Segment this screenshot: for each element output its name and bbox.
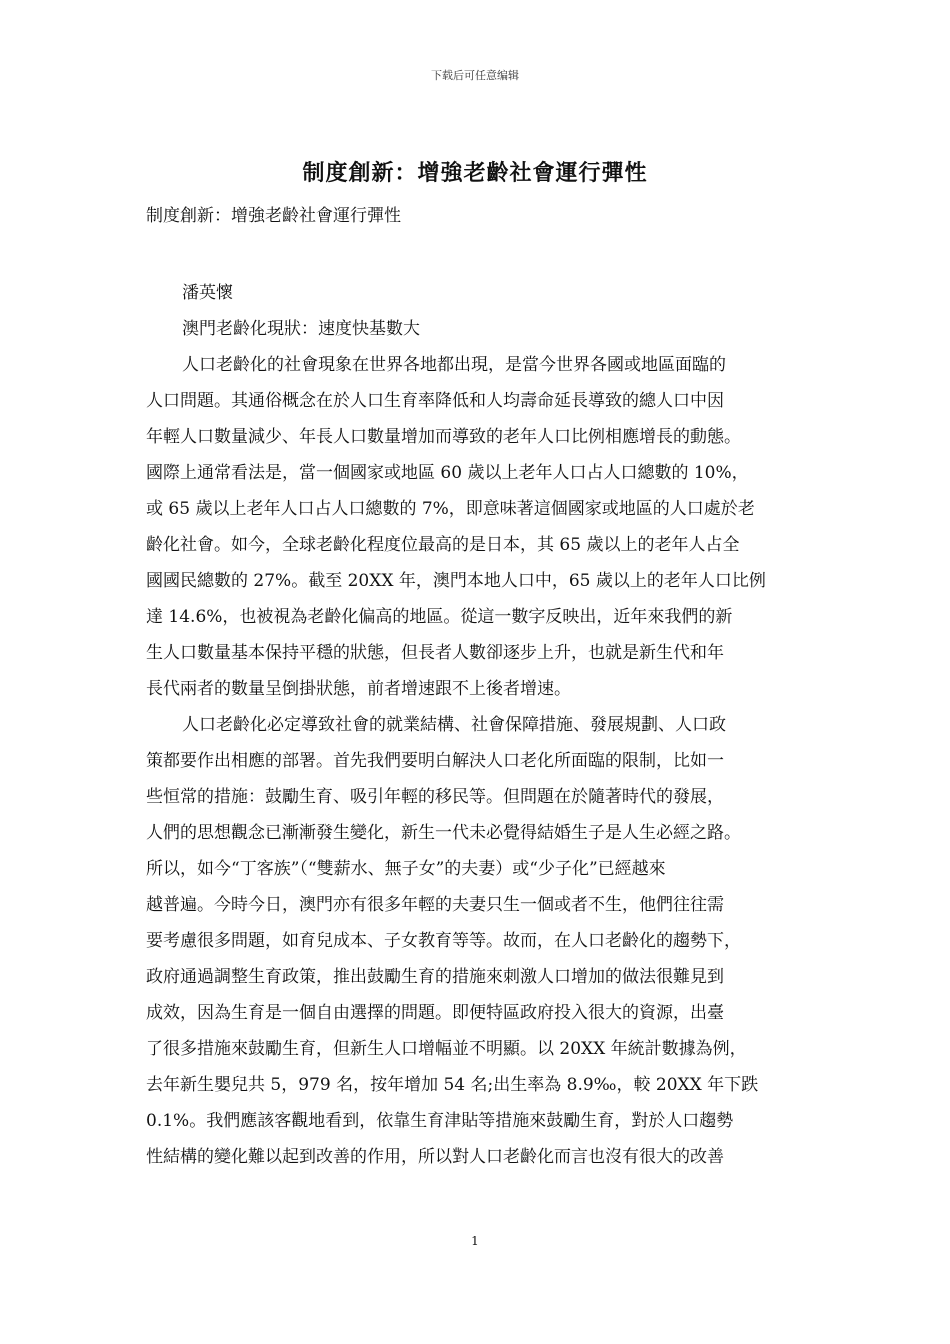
document-title: 制度創新：增強老齡社會運行彈性 bbox=[302, 160, 648, 186]
paragraph-line: 性結構的變化難以起到改善的作用，所以對人口老齡化而言也沒有很大的改善 bbox=[146, 1147, 724, 1167]
paragraph-line: 或 65 歲以上老年人口占人口總數的 7%，即意味著這個國家或地區的人口處於老 bbox=[146, 499, 755, 519]
paragraph-line: 政府通過調整生育政策，推出鼓勵生育的措施來刺激人口增加的做法很難見到 bbox=[146, 967, 724, 987]
paragraph-line: 達 14.6%，也被視為老齡化偏高的地區。從這一數字反映出，近年來我們的新 bbox=[146, 607, 733, 627]
header-note: 下载后可任意编辑 bbox=[431, 69, 519, 82]
paragraph-line: 人口老齡化的社會現象在世界各地都出現，是當今世界各國或地區面臨的 bbox=[182, 355, 726, 375]
paragraph-line: 所以，如今“丁客族”（“雙薪水、無子女”的夫妻）或“少子化”已經越來 bbox=[146, 859, 666, 879]
paragraph-line: 人口老齡化必定導致社會的就業結構、社會保障措施、發展規劃、人口政 bbox=[182, 715, 726, 735]
paragraph-line: 齡化社會。如今，全球老齡化程度位最高的是日本，其 65 歲以上的老年人占全 bbox=[146, 535, 740, 555]
paragraph-line: 人們的思想觀念已漸漸發生變化，新生一代未必覺得結婚生子是人生必經之路。 bbox=[146, 823, 741, 843]
paragraph-line: 0.1%。我們應該客觀地看到，依靠生育津貼等措施來鼓勵生育，對於人口趨勢 bbox=[146, 1111, 734, 1131]
paragraph-line: 策都要作出相應的部署。首先我們要明白解決人口老化所面臨的限制，比如一 bbox=[146, 751, 724, 771]
paragraph-line: 了很多措施來鼓勵生育，但新生人口增幅並不明顯。以 20XX 年統計數據為例， bbox=[146, 1039, 747, 1059]
paragraph-line: 人口問題。其通俗概念在於人口生育率降低和人均壽命延長導致的總人口中因 bbox=[146, 391, 724, 411]
paragraph-line: 去年新生嬰兒共 5，979 名，按年增加 54 名;出生率為 8.9‰，較 20XX 年下跌 bbox=[146, 1075, 759, 1095]
paragraph-line: 生人口數量基本保持平穩的狀態，但長者人數卻逐步上升，也就是新生代和年 bbox=[146, 643, 724, 663]
author-name: 潘英懷 bbox=[182, 283, 233, 303]
page-number: 1 bbox=[471, 1234, 479, 1248]
paragraph-line: 長代兩者的數量呈倒掛狀態，前者增速跟不上後者增速。 bbox=[146, 679, 571, 699]
paragraph-line: 年輕人口數量減少、年長人口數量增加而導致的老年人口比例相應增長的動態。 bbox=[146, 427, 741, 447]
paragraph-line: 國國民總數的 27%。截至 20XX 年，澳門本地人口中，65 歲以上的老年人口比例 bbox=[146, 571, 766, 591]
paragraph-line: 些恒常的措施：鼓勵生育、吸引年輕的移民等。但問題在於隨著時代的發展， bbox=[146, 787, 724, 807]
paragraph-line: 國際上通常看法是，當一個國家或地區 60 歲以上老年人口占人口總數的 10%， bbox=[146, 463, 749, 483]
paragraph-line: 要考慮很多問題，如育兒成本、子女教育等等。故而，在人口老齡化的趨勢下， bbox=[146, 931, 741, 951]
paragraph-line: 成效，因為生育是一個自由選擇的問題。即便特區政府投入很大的資源，出臺 bbox=[146, 1003, 724, 1023]
paragraph-line: 越普遍。今時今日，澳門亦有很多年輕的夫妻只生一個或者不生，他們往往需 bbox=[146, 895, 724, 915]
document-subtitle: 制度創新：增強老齡社會運行彈性 bbox=[146, 206, 401, 226]
section-heading: 澳門老齡化現狀：速度快基數大 bbox=[182, 319, 420, 339]
